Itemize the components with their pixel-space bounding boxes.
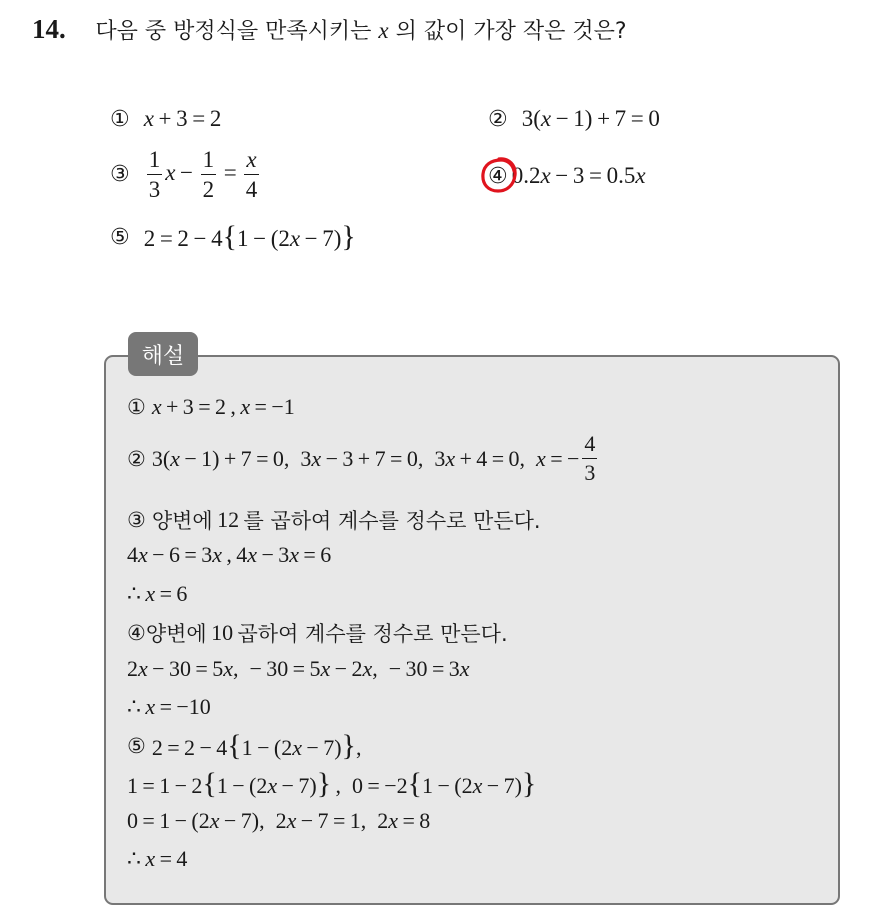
solution-line-2: ② 3(x − 1) + 7 = 0, 3x − 3 + 7 = 0, 3x + 4 = 0, x = − $\frac{4}{3}$ — [127, 431, 596, 485]
question-text — [95, 19, 626, 44]
question-text-before: 다음 중 방정식을 만족시키는 — [95, 19, 372, 44]
solution-line-11: 0 = 1 − (2x − 7), 2x − 7 = 1, 2x = 8 — [127, 808, 431, 833]
choice-3-expression: $\frac{1}{3}$ x − $\frac{1}{2}$ = $\frac{x}{4}$ — [148, 147, 258, 202]
choice-4-number: ④ — [488, 163, 508, 189]
solution-line-7: 2x − 30 = 5x, − 30 = 5x − 2x, − 30 = 3x — [127, 656, 470, 681]
solution-line-1: ① x + 3 = 2 , x = −1 — [127, 394, 295, 419]
solution-line-4: 4x − 6 = 3x , 4x − 3x = 6 — [127, 542, 332, 567]
choice-2[interactable] — [488, 106, 660, 132]
choice-1-number: ① — [110, 106, 130, 132]
solution-line-8: ∴ x = −10 — [127, 694, 211, 719]
choice-1-expression: x + 3 = 2 — [143, 106, 222, 131]
choice-3-number: ③ — [110, 162, 130, 187]
solution-line-3: ③ 양변에 12 를 곱하여 계수를 정수로 만든다. — [127, 507, 541, 533]
question-heading — [32, 14, 627, 45]
choice-4[interactable] — [488, 163, 646, 189]
question-number: 14. — [32, 14, 66, 44]
solution-line-12: ∴ x = 4 — [127, 846, 188, 871]
choice-5-number: ⑤ — [110, 224, 130, 250]
solution-line-10: 1 = 1 − 2{1 − (2x − 7)} , 0 = −2{1 − (2x − 7)} — [127, 767, 537, 800]
choice-2-expression: 3(x − 1) + 7 = 0 — [521, 106, 660, 131]
solution-line-9: ⑤ 2 = 2 − 4{1 − (2x − 7)}, — [127, 729, 362, 762]
choice-3[interactable] — [110, 148, 262, 201]
question-variable: x — [378, 18, 389, 43]
choice-1[interactable] — [110, 106, 221, 132]
solution-tab: 해설 — [128, 332, 198, 376]
solution-line-6: ④ 양변에 10 곱하여 계수를 정수로 만든다. — [127, 620, 508, 646]
choice-5-expression: 2 = 2 − 4{1 − (2x − 7)} — [143, 220, 356, 253]
question-text-after: 의 값이 가장 작은 것은? — [395, 19, 627, 44]
choice-2-number: ② — [488, 106, 508, 132]
choice-4-expression: 0.2x − 3 = 0.5x — [511, 163, 646, 188]
choice-5[interactable] — [110, 220, 356, 254]
solution-line-5: ∴ x = 6 — [127, 581, 188, 606]
